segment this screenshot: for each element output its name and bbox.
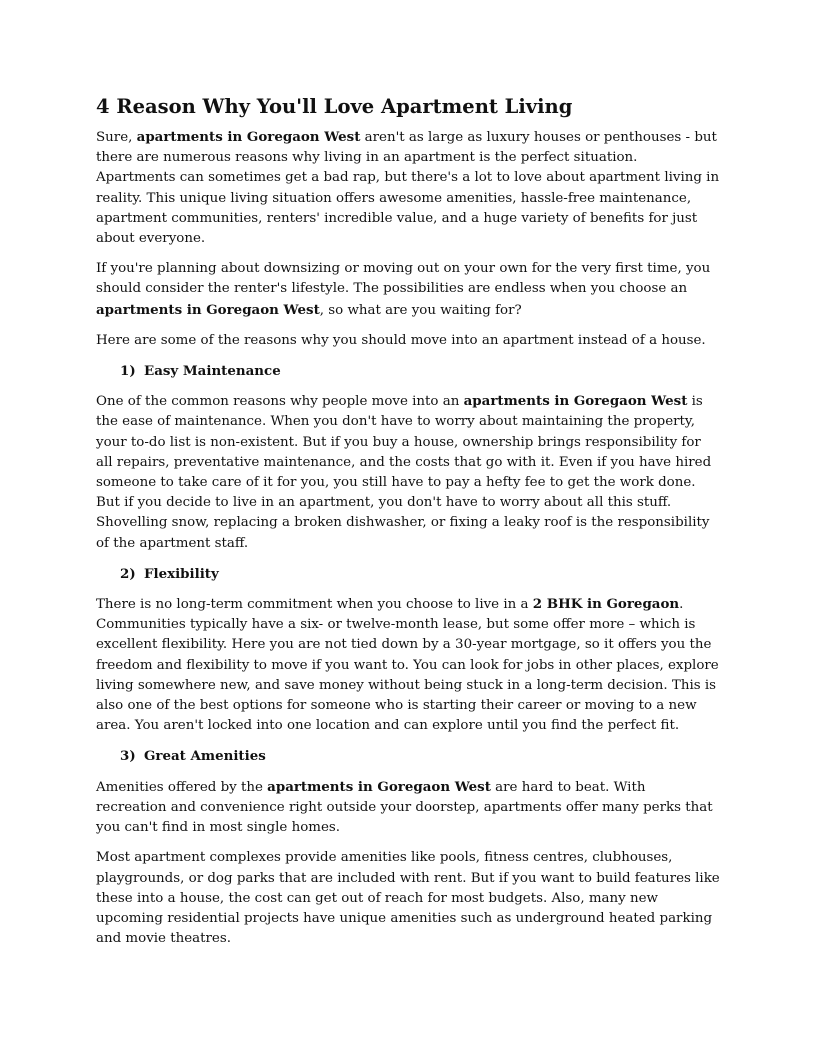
text-run: Sure, <box>96 130 137 145</box>
section-number: 2) <box>120 565 136 582</box>
text-run: One of the common reasons why people move into an <box>96 394 464 410</box>
text-run: is the ease of maintenance. When you don't have to worry about maintaining the property, your to-do list is non-existent. But if you buy a house, ownership brings responsibility for all repairs, preventative maintenance, and the costs that go with it. Even if you have hired someone to take care of it for you, you still have to pay a hefty fee to get the work done. But if you decide to live in an apartment, you don't have to worry about all this stuff. Shovelling snow, replacing a broken dishwasher, or fixing a leaky roof is the responsibility of the apartment staff. <box>96 394 712 551</box>
section-paragraph-easy-maintenance <box>96 391 720 554</box>
text-run: , so what are you waiting for? <box>319 302 522 318</box>
section-paragraph-great-amenities <box>96 777 720 839</box>
section-title: Flexibility <box>144 565 219 582</box>
text-run: There is no long-term commitment when you choose to live in a <box>96 597 533 613</box>
section-paragraph-flexibility <box>96 594 720 736</box>
page-title: 4 Reason Why You'll Love Apartment Living <box>96 95 573 118</box>
text-run: If you're planning about downsizing or moving out on your own for the very first time, you should consider the renter's lifestyle. The possibilities are endless when you choose an <box>96 261 711 297</box>
bold-keyword: apartments in Goregaon West <box>267 778 491 795</box>
text-run: are hard to beat. With recreation and convenience right outside your doorstep, apartments offer many perks that you can't find in most single homes. <box>96 779 713 836</box>
section-title: Great Amenities <box>144 748 266 765</box>
section-number: 1) <box>120 363 136 380</box>
document-page <box>96 93 720 959</box>
bold-keyword: apartments in Goregaon West <box>463 393 688 410</box>
section-heading-great-amenities <box>96 746 720 766</box>
section-number: 3) <box>120 748 136 765</box>
intro-paragraph-3: Here are some of the reasons why you should move into an apartment instead of a house. <box>96 332 706 348</box>
bold-keyword: apartments in Goregaon West <box>96 301 320 318</box>
text-run: Amenities offered by the <box>96 779 268 795</box>
section-heading-flexibility <box>96 564 720 584</box>
intro-paragraph-1 <box>96 127 720 249</box>
bold-keyword: apartments in Goregaon West <box>136 129 361 145</box>
section-heading-easy-maintenance <box>96 361 720 381</box>
section-title: Easy Maintenance <box>144 363 281 380</box>
bold-keyword: 2 BHK in Goregaon <box>532 596 680 613</box>
text-run: . Communities typically have a six- or twelve-month lease, but some offer more – which is excellent flexibility. Here you are not tied down by a 30-year mortgage, so it offers you the freedom and flexibility to move if you want to. You can look for jobs in other places, explore living somewhere new, and save money without being stuck in a long-term decision. This is also one of the best options for someone who is starting their career or moving to a new area. You aren't locked into one location and can explore until you find the perfect fit. <box>96 597 719 734</box>
text-run: aren't as large as luxury houses or penthouses - but there are numerous reasons why living in an apartment is the perfect situation. Apartments can sometimes get a bad rap, but there's a lot to love about apartment living in reality. This unique living situation offers awesome amenities, hassle-free maintenance, apartment communities, renters' incredible value, and a huge variety of benefits for just about everyone. <box>96 130 720 247</box>
section-paragraph-great-amenities-2: Most apartment complexes provide amenities like pools, fitness centres, clubhouses, playgrounds, or dog parks that are included with rent. But if you want to build features like these into a house, the cost can get out of reach for most budgets. Also, many new upcoming residential projects have unique amenities such as underground heated parking and movie theatres. <box>96 850 720 947</box>
intro-paragraph-2 <box>96 259 720 321</box>
